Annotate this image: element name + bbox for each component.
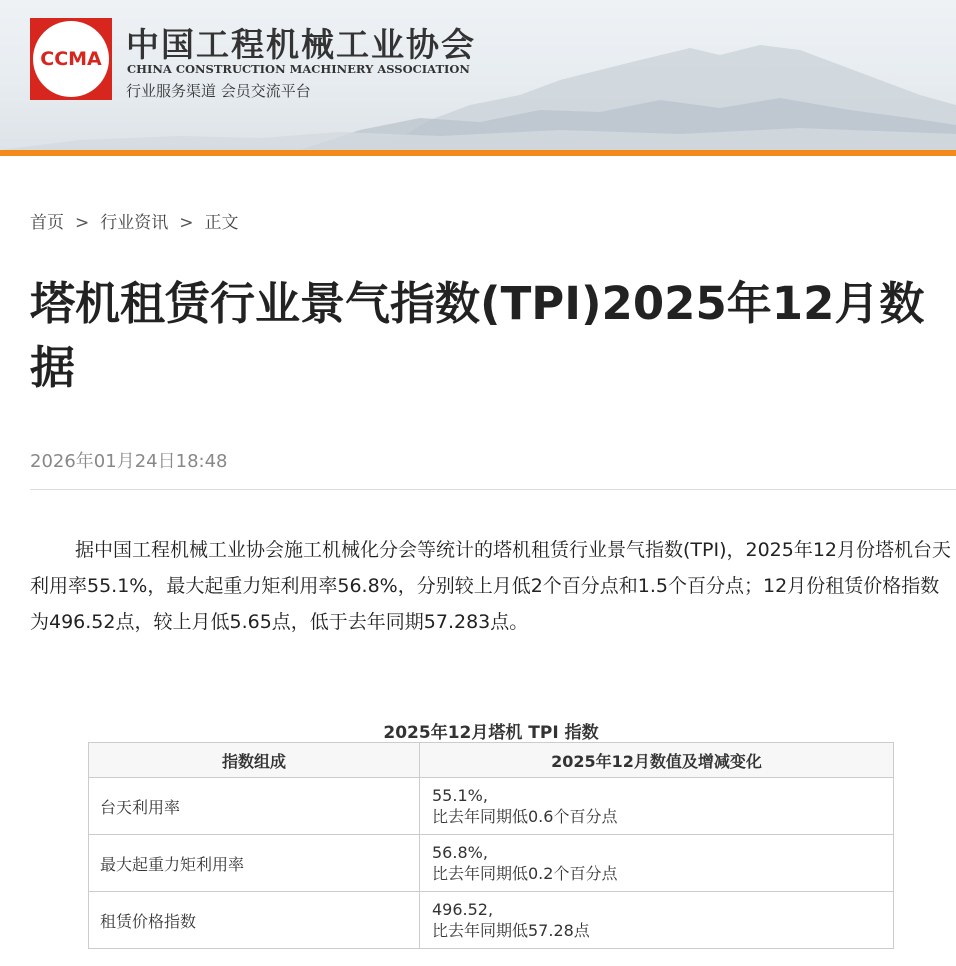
breadcrumb-industry-news-link[interactable]: 行业资讯 bbox=[100, 213, 169, 233]
breadcrumb-home-link[interactable]: 首页 bbox=[30, 213, 64, 233]
site-header bbox=[0, 0, 956, 150]
table-title: 2025年12月塔机 TPI 指数 bbox=[383, 723, 599, 743]
table-row bbox=[89, 835, 894, 892]
breadcrumb-current: 正文 bbox=[204, 213, 239, 233]
divider bbox=[30, 489, 956, 490]
column-header: 2025年12月数值及增减变化 bbox=[420, 743, 894, 778]
table-row bbox=[89, 892, 894, 949]
breadcrumb bbox=[30, 208, 239, 233]
tpi-table bbox=[88, 742, 894, 949]
article-paragraph: 据中国工程机械工业协会施工机械化分会等统计的塔机租赁行业景气指数(TPI)，2025年12月份塔机台天利用率55.1%，最大起重力矩利用率56.8%，分别较上月低2个百分点和1.5个百分点；12月份租赁价格指数为496.52点，较上月低5.65点，低于去年同期57.283点。 bbox=[30, 539, 952, 633]
index-change: 比去年同期低57.28点 bbox=[432, 921, 590, 940]
index-change: 比去年同期低0.6个百分点 bbox=[432, 807, 618, 826]
column-header: 指数组成 bbox=[89, 743, 420, 778]
breadcrumb-separator: > bbox=[75, 213, 90, 233]
index-name-cell: 台天利用率 bbox=[89, 778, 420, 835]
index-value: 56.8%, bbox=[432, 843, 488, 862]
index-value: 55.1%, bbox=[432, 786, 488, 805]
logo-text: CCMA bbox=[40, 48, 102, 70]
index-value: 496.52, bbox=[432, 900, 494, 919]
index-name-cell: 最大起重力矩利用率 bbox=[89, 835, 420, 892]
index-change: 比去年同期低0.2个百分点 bbox=[432, 864, 618, 883]
article-title: 塔机租赁行业景气指数(TPI)2025年12月数据 bbox=[30, 277, 925, 394]
org-name-cn: 中国工程机械工业协会 bbox=[126, 25, 476, 64]
index-value-cell bbox=[420, 778, 894, 835]
article-date: 2026年01月24日18:48 bbox=[30, 451, 228, 472]
ccma-logo[interactable] bbox=[30, 18, 112, 100]
org-name-en: CHINA CONSTRUCTION MACHINERY ASSOCIATION bbox=[127, 62, 470, 76]
table-header-row bbox=[89, 743, 894, 778]
table-row bbox=[89, 778, 894, 835]
index-value-cell bbox=[420, 835, 894, 892]
breadcrumb-separator: > bbox=[179, 213, 194, 233]
header-accent-bar bbox=[0, 150, 956, 156]
index-value-cell bbox=[420, 892, 894, 949]
header-slogan: 行业服务渠道 会员交流平台 bbox=[126, 82, 311, 100]
index-name-cell: 租赁价格指数 bbox=[89, 892, 420, 949]
